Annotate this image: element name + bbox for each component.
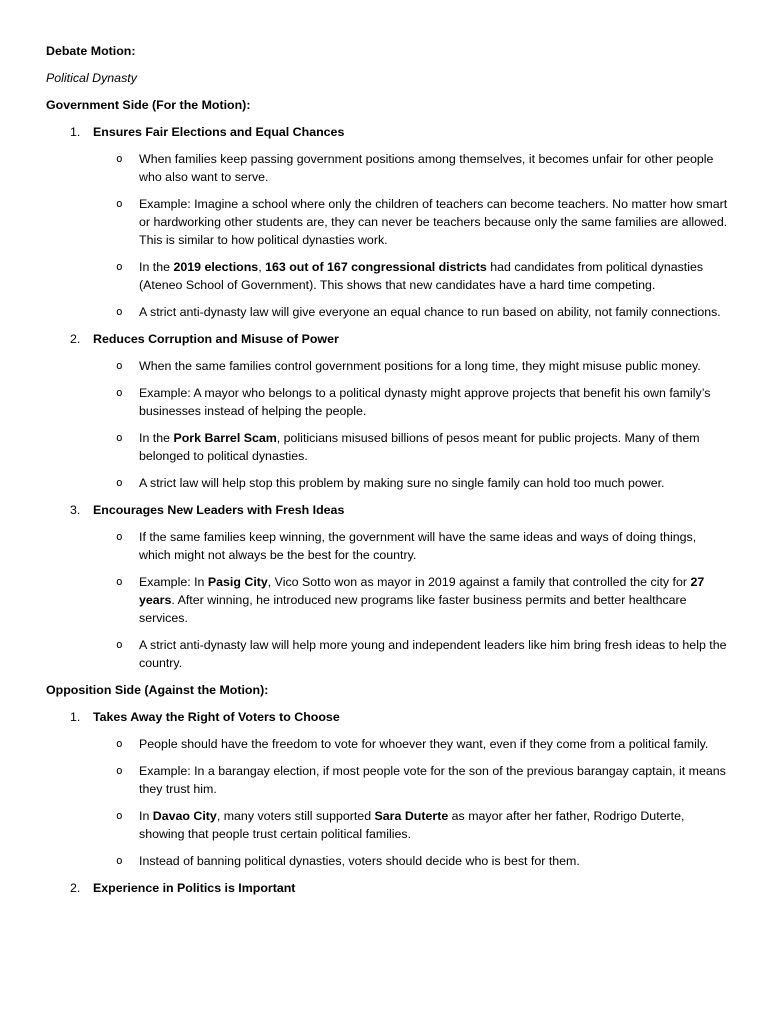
- point-text: Example: In: [139, 575, 208, 589]
- supporting-point: [46, 303, 728, 321]
- point-text: , many voters still supported: [216, 809, 375, 823]
- supporting-point: [46, 852, 728, 870]
- bullet-circle-icon: o: [116, 305, 123, 318]
- argument-title: [46, 879, 728, 897]
- point-text: Example: Imagine a school where only the children of teachers can become teachers. No matter how smart or hardworking other students are, they can never be teachers because only the same families are allowed. This is similar to how political dynasties work.: [139, 197, 728, 247]
- argument-item: [46, 708, 728, 870]
- point-text: Example: A mayor who belongs to a political dynasty might approve projects that benefit his own family’s businesses instead of helping the people.: [139, 386, 711, 418]
- supporting-point: [46, 429, 728, 465]
- bullet-circle-icon: o: [116, 530, 123, 543]
- argument-title-text: Encourages New Leaders with Fresh Ideas: [93, 503, 345, 517]
- point-text: , Vico Sotto won as mayor in 2019 against a family that controlled the city for: [267, 575, 691, 589]
- bullet-circle-icon: o: [116, 197, 123, 210]
- bullet-circle-icon: o: [116, 386, 123, 399]
- argument-title: [46, 501, 728, 519]
- debate-sections: [46, 96, 728, 897]
- point-text: A strict anti-dynasty law will help more young and independent leaders like him bring fresh ideas to help the country.: [139, 638, 727, 670]
- bullet-circle-icon: o: [116, 476, 123, 489]
- point-text: A strict law will help stop this problem by making sure no single family can hold too much power.: [139, 476, 665, 490]
- point-text: People should have the freedom to vote for whoever they want, even if they come from a political family.: [139, 737, 709, 751]
- bullet-circle-icon: o: [116, 737, 123, 750]
- section-heading: Government Side (For the Motion):: [46, 98, 251, 112]
- argument-title: [46, 123, 728, 141]
- list-number: 2.: [70, 332, 81, 346]
- emphasis-text: Sara Duterte: [374, 809, 449, 823]
- argument-item: [46, 330, 728, 492]
- emphasis-text: 27 years: [139, 575, 705, 607]
- bullet-circle-icon: o: [116, 638, 123, 651]
- list-number: 1.: [70, 125, 81, 139]
- section-heading: Opposition Side (Against the Motion):: [46, 683, 269, 697]
- supporting-points: [46, 150, 728, 321]
- bullet-circle-icon: o: [116, 764, 123, 777]
- argument-list: [46, 123, 728, 672]
- point-text: ,: [258, 260, 266, 274]
- point-text: , politicians misused billions of pesos meant for public projects. Many of them belonged to political dynasties.: [139, 431, 700, 463]
- point-text: If the same families keep winning, the government will have the same ideas and ways of doing things, which might not always be the best for the country.: [139, 530, 697, 562]
- supporting-point: [46, 762, 728, 798]
- motion-topic: Political Dynasty: [46, 71, 137, 85]
- supporting-point: [46, 258, 728, 294]
- supporting-point: [46, 636, 728, 672]
- supporting-point: [46, 735, 728, 753]
- bullet-circle-icon: o: [116, 575, 123, 588]
- supporting-point: [46, 384, 728, 420]
- point-text: When families keep passing government positions among themselves, it becomes unfair for other people who also want to serve.: [139, 152, 714, 184]
- document-title: Debate Motion:: [46, 44, 136, 58]
- argument-title-text: Reduces Corruption and Misuse of Power: [93, 332, 339, 346]
- supporting-points: [46, 735, 728, 870]
- list-number: 2.: [70, 881, 81, 895]
- emphasis-text: Pork Barrel Scam: [173, 431, 277, 445]
- argument-title: [46, 708, 728, 726]
- point-text: had candidates from political dynasties (Ateneo School of Government). This shows that new candidates have a hard time competing.: [139, 260, 704, 292]
- supporting-point: [46, 195, 728, 249]
- point-text: A strict anti-dynasty law will give everyone an equal chance to run based on ability, not family connections.: [139, 305, 721, 319]
- argument-title-text: Experience in Politics is Important: [93, 881, 296, 895]
- emphasis-text: 2019 elections: [173, 260, 259, 274]
- argument-item: [46, 501, 728, 672]
- point-text: as mayor after her father, Rodrigo Duterte, showing that people trust certain political families.: [139, 809, 685, 841]
- point-text: Example: In a barangay election, if most people vote for the son of the previous barangay captain, it means they trust him.: [139, 764, 726, 796]
- supporting-point: [46, 528, 728, 564]
- bullet-circle-icon: o: [116, 260, 123, 273]
- argument-item: [46, 879, 728, 897]
- bullet-circle-icon: o: [116, 359, 123, 372]
- emphasis-text: 163 out of 167 congressional districts: [265, 260, 487, 274]
- supporting-points: [46, 357, 728, 492]
- bullet-circle-icon: o: [116, 431, 123, 444]
- argument-list: [46, 708, 728, 897]
- point-text: Instead of banning political dynasties, voters should decide who is best for them.: [139, 854, 580, 868]
- supporting-point: [46, 474, 728, 492]
- point-text: In the: [139, 431, 174, 445]
- argument-title-text: Takes Away the Right of Voters to Choose: [93, 710, 340, 724]
- emphasis-text: Pasig City: [207, 575, 268, 589]
- supporting-point: [46, 150, 728, 186]
- supporting-point: [46, 357, 728, 375]
- argument-title-text: Ensures Fair Elections and Equal Chances: [93, 125, 345, 139]
- point-text: When the same families control government positions for a long time, they might misuse public money.: [139, 359, 701, 373]
- emphasis-text: Davao City: [152, 809, 217, 823]
- list-number: 1.: [70, 710, 81, 724]
- bullet-circle-icon: o: [116, 152, 123, 165]
- list-number: 3.: [70, 503, 81, 517]
- point-text: In: [139, 809, 153, 823]
- argument-title: [46, 330, 728, 348]
- supporting-point: [46, 807, 728, 843]
- bullet-circle-icon: o: [116, 809, 123, 822]
- supporting-point: [46, 573, 728, 627]
- point-text: . After winning, he introduced new programs like faster business permits and better healthcare services.: [139, 593, 687, 625]
- argument-item: [46, 123, 728, 321]
- point-text: In the: [139, 260, 174, 274]
- bullet-circle-icon: o: [116, 854, 123, 867]
- supporting-points: [46, 528, 728, 672]
